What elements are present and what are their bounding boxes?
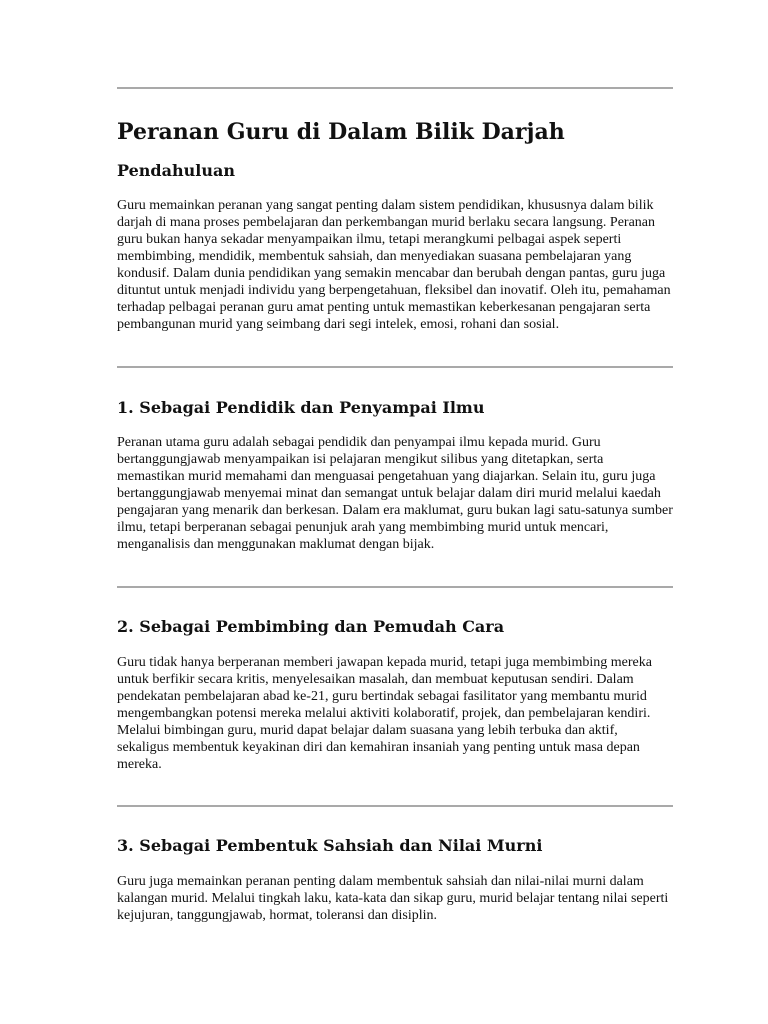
section-3-heading: 3. Sebagai Pembentuk Sahsiah dan Nilai Murni bbox=[117, 836, 543, 855]
section-3-paragraph: Guru juga memainkan peranan penting dalam membentuk sahsiah dan nilai-nilai murni dalam kalangan murid. Melalui tingkah laku, kata-kata dan sikap guru, murid belajar tentang nilai seperti kejujuran, tanggungjawab, hormat, toleransi dan disiplin. bbox=[117, 874, 669, 923]
section-1-paragraph: Peranan utama guru adalah sebagai pendidik dan penyampai ilmu kepada murid. Guru bertanggungjawab menyampaikan isi pelajaran mengikut silibus yang ditetapkan, serta memastikan murid memahami dan menguasai pengetahuan yang diajarkan. Selain itu, guru juga bertanggungjawab menyemai minat dan semangat untuk belajar dalam diri murid melalui kaedah pengajaran yang menarik dan berkesan. Dalam era maklumat, guru bukan lagi satu-satunya sumber ilmu, tetapi berperanan sebagai penunjuk arah yang membimbing murid untuk mencari, menganalisis dan menggunakan maklumat dengan bijak. bbox=[117, 435, 673, 552]
section-1-heading: 1. Sebagai Pendidik dan Penyampai Ilmu bbox=[117, 398, 485, 417]
section-2-paragraph: Guru tidak hanya berperanan memberi jawapan kepada murid, tetapi juga membimbing mereka untuk berfikir secara kritis, menyelesaikan masalah, dan membuat keputusan sendiri. Dalam pendekatan pembelajaran abad ke-21, guru bertindak sebagai fasilitator yang membantu murid mengembangkan potensi mereka melalui aktiviti kolaboratif, projek, dan pembelajaran kendiri. Melalui bimbingan guru, murid dapat belajar dalam suasana yang lebih terbuka dan aktif, sekaligus membentuk keyakinan diri dan kemahiran insaniah yang penting untuk masa depan mereka. bbox=[117, 655, 652, 772]
divider-3 bbox=[117, 805, 673, 807]
document-title: Peranan Guru di Dalam Bilik Darjah bbox=[117, 119, 565, 145]
intro-heading: Pendahuluan bbox=[117, 161, 235, 180]
divider-top bbox=[117, 87, 673, 89]
section-2-heading: 2. Sebagai Pembimbing dan Pemudah Cara bbox=[117, 617, 505, 636]
intro-paragraph: Guru memainkan peranan yang sangat penting dalam sistem pendidikan, khususnya dalam bilik darjah di mana proses pembelajaran dan perkembangan murid berlaku secara langsung. Peranan guru bukan hanya sekadar menyampaikan ilmu, tetapi merangkumi pelbagai aspek seperti membimbing, mendidik, membentuk sahsiah, dan menyediakan suasana pembelajaran yang kondusif. Dalam dunia pendidikan yang semakin mencabar dan berubah dengan pantas, guru juga dituntut untuk menjadi individu yang berpengetahuan, fleksibel dan inovatif. Oleh itu, pemahaman terhadap pelbagai peranan guru amat penting untuk memastikan keberkesanan pengajaran serta pembangunan murid yang seimbang dari segi intelek, emosi, rohani dan sosial. bbox=[117, 198, 671, 332]
divider-1 bbox=[117, 366, 673, 368]
divider-2 bbox=[117, 586, 673, 588]
